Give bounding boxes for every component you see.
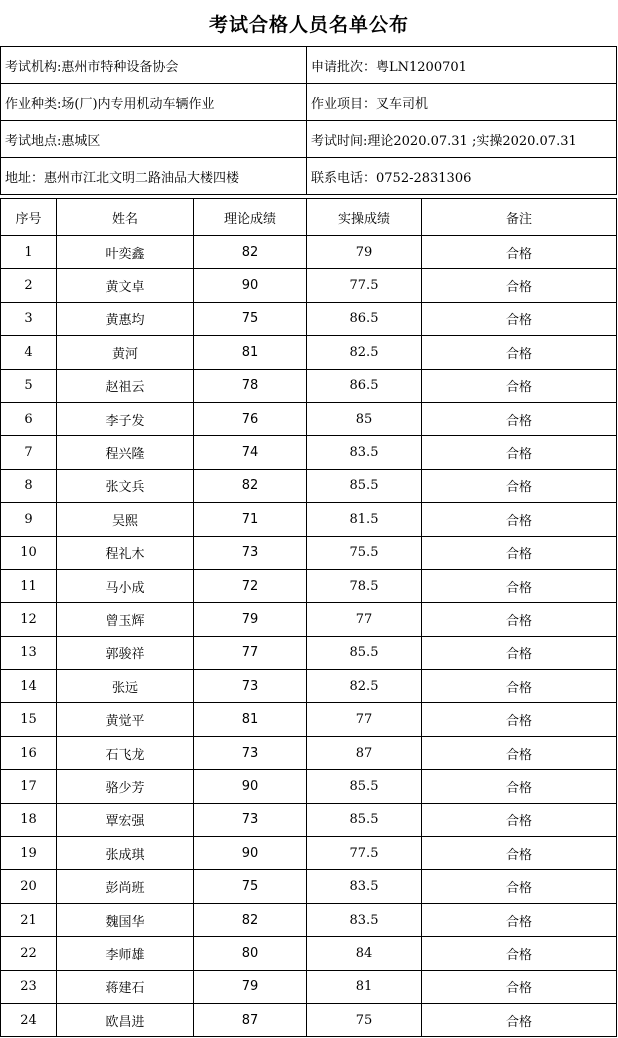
cell-theory-score: 77 bbox=[194, 636, 307, 669]
cell-practical-score: 83.5 bbox=[307, 903, 422, 936]
cell-name: 石飞龙 bbox=[57, 736, 194, 769]
cell-remark: 合格 bbox=[422, 603, 617, 636]
cell-index: 21 bbox=[1, 903, 57, 936]
cell-theory-score: 71 bbox=[194, 503, 307, 536]
cell-practical-score: 77 bbox=[307, 603, 422, 636]
info-row bbox=[1, 84, 617, 121]
cell-name: 程兴隆 bbox=[57, 436, 194, 469]
cell-theory-score: 82 bbox=[194, 903, 307, 936]
table-row bbox=[1, 369, 617, 402]
cell-index: 10 bbox=[1, 536, 57, 569]
cell-remark: 合格 bbox=[422, 536, 617, 569]
cell-index: 5 bbox=[1, 369, 57, 402]
cell-remark: 合格 bbox=[422, 903, 617, 936]
table-row bbox=[1, 903, 617, 936]
cell-theory-score: 74 bbox=[194, 436, 307, 469]
table-header-row bbox=[1, 199, 617, 236]
cell-name: 彭尚班 bbox=[57, 870, 194, 903]
cell-remark: 合格 bbox=[422, 636, 617, 669]
cell-remark: 合格 bbox=[422, 837, 617, 870]
cell-remark: 合格 bbox=[422, 803, 617, 836]
cell-theory-score: 80 bbox=[194, 937, 307, 970]
cell-practical-score: 85.5 bbox=[307, 469, 422, 502]
cell-remark: 合格 bbox=[422, 736, 617, 769]
table-row bbox=[1, 336, 617, 369]
cell-index: 17 bbox=[1, 770, 57, 803]
cell-practical-score: 75 bbox=[307, 1003, 422, 1036]
cell-name: 张远 bbox=[57, 670, 194, 703]
table-row bbox=[1, 503, 617, 536]
cell-theory-score: 82 bbox=[194, 236, 307, 269]
cell-remark: 合格 bbox=[422, 269, 617, 302]
header-practical-score: 实操成绩 bbox=[307, 199, 422, 236]
table-row bbox=[1, 937, 617, 970]
cell-remark: 合格 bbox=[422, 937, 617, 970]
cell-remark: 合格 bbox=[422, 670, 617, 703]
info-row bbox=[1, 121, 617, 158]
cell-name: 叶奕鑫 bbox=[57, 236, 194, 269]
cell-name: 李师雄 bbox=[57, 937, 194, 970]
cell-theory-score: 82 bbox=[194, 469, 307, 502]
cell-practical-score: 87 bbox=[307, 736, 422, 769]
cell-name: 蒋建石 bbox=[57, 970, 194, 1003]
header-name: 姓名 bbox=[57, 199, 194, 236]
cell-name: 张文兵 bbox=[57, 469, 194, 502]
table-body bbox=[1, 236, 617, 1037]
exam-info-table bbox=[0, 46, 617, 195]
cell-index: 2 bbox=[1, 269, 57, 302]
cell-name: 赵祖云 bbox=[57, 369, 194, 402]
table-row bbox=[1, 236, 617, 269]
cell-index: 1 bbox=[1, 236, 57, 269]
cell-practical-score: 85.5 bbox=[307, 770, 422, 803]
header-index: 序号 bbox=[1, 199, 57, 236]
cell-name: 骆少芳 bbox=[57, 770, 194, 803]
cell-practical-score: 85.5 bbox=[307, 803, 422, 836]
cell-practical-score: 77.5 bbox=[307, 269, 422, 302]
cell-theory-score: 75 bbox=[194, 870, 307, 903]
header-remark: 备注 bbox=[422, 199, 617, 236]
cell-practical-score: 83.5 bbox=[307, 870, 422, 903]
table-row bbox=[1, 970, 617, 1003]
table-row bbox=[1, 302, 617, 335]
cell-theory-score: 79 bbox=[194, 603, 307, 636]
category-cell: 作业种类:场(厂)内专用机动车辆作业 bbox=[1, 84, 307, 121]
cell-name: 郭骏祥 bbox=[57, 636, 194, 669]
table-row bbox=[1, 636, 617, 669]
cell-practical-score: 77.5 bbox=[307, 837, 422, 870]
cell-name: 黄觉平 bbox=[57, 703, 194, 736]
item-cell: 作业项目：叉车司机 bbox=[307, 84, 617, 121]
cell-theory-score: 73 bbox=[194, 736, 307, 769]
cell-theory-score: 90 bbox=[194, 837, 307, 870]
cell-index: 8 bbox=[1, 469, 57, 502]
cell-practical-score: 75.5 bbox=[307, 536, 422, 569]
cell-theory-score: 73 bbox=[194, 536, 307, 569]
cell-index: 20 bbox=[1, 870, 57, 903]
cell-name: 黄惠均 bbox=[57, 302, 194, 335]
cell-theory-score: 75 bbox=[194, 302, 307, 335]
phone-cell: 联系电话：0752-2831306 bbox=[307, 158, 617, 195]
table-row bbox=[1, 569, 617, 602]
cell-practical-score: 81.5 bbox=[307, 503, 422, 536]
time-cell: 考试时间:理论2020.07.31 ;实操2020.07.31 bbox=[307, 121, 617, 158]
cell-name: 程礼木 bbox=[57, 536, 194, 569]
cell-practical-score: 79 bbox=[307, 236, 422, 269]
cell-remark: 合格 bbox=[422, 469, 617, 502]
cell-theory-score: 90 bbox=[194, 770, 307, 803]
table-row bbox=[1, 670, 617, 703]
cell-index: 3 bbox=[1, 302, 57, 335]
cell-name: 欧昌进 bbox=[57, 1003, 194, 1036]
cell-index: 24 bbox=[1, 1003, 57, 1036]
cell-remark: 合格 bbox=[422, 369, 617, 402]
cell-index: 15 bbox=[1, 703, 57, 736]
cell-index: 13 bbox=[1, 636, 57, 669]
cell-theory-score: 72 bbox=[194, 569, 307, 602]
cell-remark: 合格 bbox=[422, 402, 617, 435]
cell-name: 张成琪 bbox=[57, 837, 194, 870]
cell-remark: 合格 bbox=[422, 970, 617, 1003]
cell-practical-score: 84 bbox=[307, 937, 422, 970]
cell-name: 覃宏强 bbox=[57, 803, 194, 836]
cell-theory-score: 90 bbox=[194, 269, 307, 302]
cell-remark: 合格 bbox=[422, 236, 617, 269]
table-row bbox=[1, 703, 617, 736]
cell-theory-score: 73 bbox=[194, 803, 307, 836]
cell-remark: 合格 bbox=[422, 569, 617, 602]
cell-name: 李子发 bbox=[57, 402, 194, 435]
table-row bbox=[1, 469, 617, 502]
cell-practical-score: 82.5 bbox=[307, 336, 422, 369]
cell-index: 22 bbox=[1, 937, 57, 970]
table-row bbox=[1, 837, 617, 870]
cell-index: 4 bbox=[1, 336, 57, 369]
table-row bbox=[1, 1003, 617, 1036]
cell-practical-score: 85.5 bbox=[307, 636, 422, 669]
cell-remark: 合格 bbox=[422, 302, 617, 335]
batch-cell: 申请批次：粤LN1200701 bbox=[307, 47, 617, 84]
cell-theory-score: 78 bbox=[194, 369, 307, 402]
table-row bbox=[1, 770, 617, 803]
cell-theory-score: 79 bbox=[194, 970, 307, 1003]
cell-practical-score: 83.5 bbox=[307, 436, 422, 469]
table-row bbox=[1, 436, 617, 469]
address-cell: 地址：惠州市江北文明二路油品大楼四楼 bbox=[1, 158, 307, 195]
cell-remark: 合格 bbox=[422, 436, 617, 469]
cell-index: 7 bbox=[1, 436, 57, 469]
info-row bbox=[1, 158, 617, 195]
cell-index: 23 bbox=[1, 970, 57, 1003]
cell-remark: 合格 bbox=[422, 503, 617, 536]
cell-practical-score: 82.5 bbox=[307, 670, 422, 703]
cell-name: 黄文卓 bbox=[57, 269, 194, 302]
institution-cell: 考试机构:惠州市特种设备协会 bbox=[1, 47, 307, 84]
table-row bbox=[1, 269, 617, 302]
cell-name: 魏国华 bbox=[57, 903, 194, 936]
cell-theory-score: 87 bbox=[194, 1003, 307, 1036]
cell-index: 9 bbox=[1, 503, 57, 536]
cell-index: 6 bbox=[1, 402, 57, 435]
cell-remark: 合格 bbox=[422, 703, 617, 736]
cell-remark: 合格 bbox=[422, 336, 617, 369]
table-row bbox=[1, 736, 617, 769]
cell-theory-score: 73 bbox=[194, 670, 307, 703]
cell-practical-score: 86.5 bbox=[307, 302, 422, 335]
cell-practical-score: 81 bbox=[307, 970, 422, 1003]
table-row bbox=[1, 803, 617, 836]
page-title: 考试合格人员名单公布 bbox=[208, 13, 409, 36]
cell-theory-score: 76 bbox=[194, 402, 307, 435]
table-row bbox=[1, 603, 617, 636]
cell-name: 吴熙 bbox=[57, 503, 194, 536]
cell-remark: 合格 bbox=[422, 870, 617, 903]
cell-index: 18 bbox=[1, 803, 57, 836]
cell-index: 12 bbox=[1, 603, 57, 636]
cell-index: 11 bbox=[1, 569, 57, 602]
cell-theory-score: 81 bbox=[194, 336, 307, 369]
info-row bbox=[1, 47, 617, 84]
cell-practical-score: 77 bbox=[307, 703, 422, 736]
header-theory-score: 理论成绩 bbox=[194, 199, 307, 236]
cell-theory-score: 81 bbox=[194, 703, 307, 736]
cell-index: 19 bbox=[1, 837, 57, 870]
cell-name: 曾玉辉 bbox=[57, 603, 194, 636]
cell-index: 14 bbox=[1, 670, 57, 703]
table-row bbox=[1, 870, 617, 903]
table-row bbox=[1, 402, 617, 435]
cell-index: 16 bbox=[1, 736, 57, 769]
cell-remark: 合格 bbox=[422, 1003, 617, 1036]
cell-practical-score: 86.5 bbox=[307, 369, 422, 402]
cell-practical-score: 85 bbox=[307, 402, 422, 435]
table-row bbox=[1, 536, 617, 569]
location-cell: 考试地点:惠城区 bbox=[1, 121, 307, 158]
candidate-table bbox=[0, 198, 617, 1037]
cell-name: 黄河 bbox=[57, 336, 194, 369]
cell-practical-score: 78.5 bbox=[307, 569, 422, 602]
cell-remark: 合格 bbox=[422, 770, 617, 803]
cell-name: 马小成 bbox=[57, 569, 194, 602]
